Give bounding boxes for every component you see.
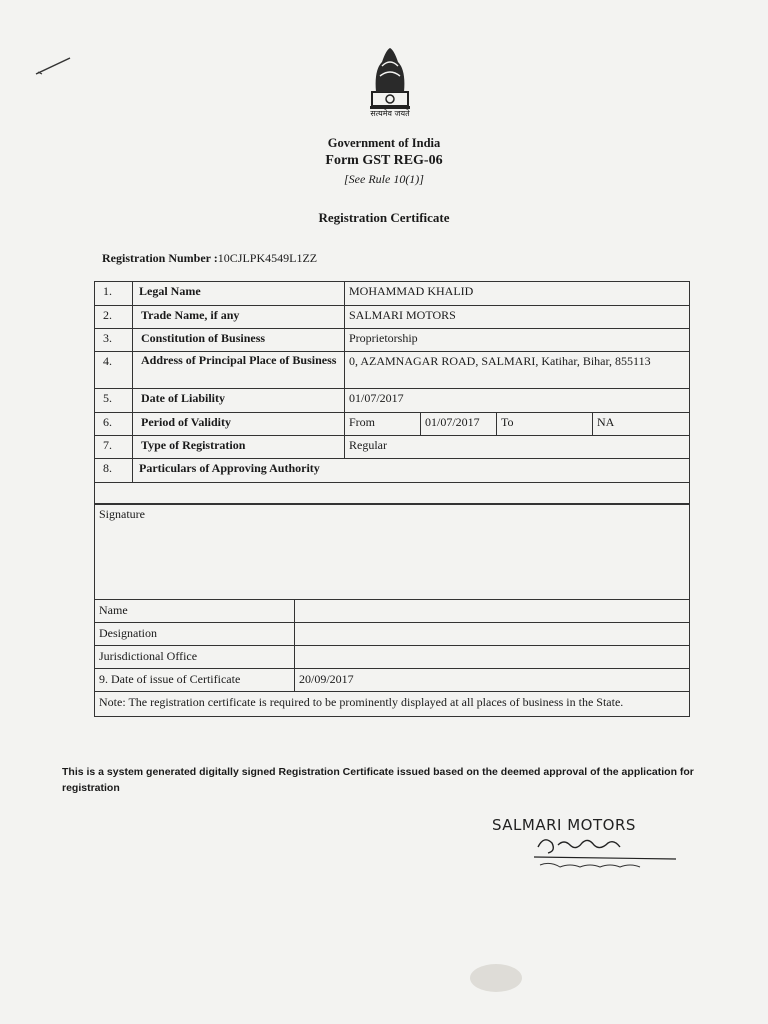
- form-name: Form GST REG-06: [325, 153, 443, 168]
- rule-reference: [See Rule 10(1)]: [344, 172, 424, 186]
- row-label: Address of Principal Place of Business: [133, 352, 345, 389]
- registration-number-value: 10CJLPK4549L1ZZ: [217, 251, 318, 265]
- constitution-value: Proprietorship: [345, 329, 690, 352]
- designation-label: Designation: [95, 623, 295, 646]
- row-number: 5.: [95, 389, 133, 413]
- row-number: 3.: [95, 329, 133, 352]
- row-label: Type of Registration: [133, 436, 345, 459]
- national-emblem-icon: [362, 40, 418, 112]
- jurisdictional-office-label: Jurisdictional Office: [95, 646, 295, 669]
- table-row: [95, 669, 690, 692]
- table-row: [95, 692, 690, 717]
- row-label: Legal Name: [133, 282, 345, 306]
- table-row: [95, 504, 690, 600]
- name-value: [295, 600, 690, 623]
- row-label: Date of Liability: [133, 389, 345, 413]
- table-row: [95, 436, 690, 459]
- row-label: Trade Name, if any: [133, 306, 345, 329]
- table-row: [95, 352, 690, 389]
- handwritten-signature-icon: [530, 833, 680, 873]
- row-number: 4.: [95, 352, 133, 389]
- registration-type-value: Regular: [345, 436, 690, 459]
- row-label: Period of Validity: [133, 413, 345, 436]
- jurisdictional-office-value: [295, 646, 690, 669]
- table-row: [95, 389, 690, 413]
- system-generated-note: This is a system generated digitally signed Registration Certificate issued based on the deemed approval of the application for registration: [62, 766, 694, 794]
- row-number: 7.: [95, 436, 133, 459]
- motto-text: सत्यमेव जयते: [370, 109, 410, 118]
- authority-table: [94, 503, 690, 717]
- legal-name-value: MOHAMMAD KHALID: [345, 282, 690, 306]
- designation-value: [295, 623, 690, 646]
- issue-date-label: 9. Date of issue of Certificate: [95, 669, 295, 692]
- row-number: 6.: [95, 413, 133, 436]
- row-label: Constitution of Business: [133, 329, 345, 352]
- registration-number: [102, 251, 317, 266]
- issue-date-value: 20/09/2017: [295, 669, 690, 692]
- signature-label: Signature: [95, 504, 690, 600]
- table-row: [95, 306, 690, 329]
- government-heading: Government of India: [327, 136, 441, 150]
- validity-from-value: 01/07/2017: [421, 413, 497, 436]
- address-value: 0, AZAMNAGAR ROAD, SALMARI, Katihar, Bihar, 855113: [345, 352, 690, 389]
- table-row: [95, 646, 690, 669]
- row-label: Particulars of Approving Authority: [133, 459, 690, 483]
- paper-stain-icon: [466, 958, 526, 998]
- registration-number-label: Registration Number :: [102, 251, 218, 265]
- validity-to-label: To: [497, 413, 593, 436]
- certificate-title: Registration Certificate: [318, 210, 450, 225]
- table-row: [95, 623, 690, 646]
- table-row: [95, 282, 690, 306]
- display-note: Note: The registration certificate is required to be prominently displayed at all places of business in the State.: [95, 692, 690, 717]
- row-number: 8.: [95, 459, 133, 483]
- liability-date-value: 01/07/2017: [345, 389, 690, 413]
- validity-to-value: NA: [593, 413, 690, 436]
- row-number: 1.: [95, 282, 133, 306]
- blank-row: [95, 483, 690, 505]
- table-row: [95, 329, 690, 352]
- details-table: [94, 281, 690, 505]
- table-row: [95, 600, 690, 623]
- name-label: Name: [95, 600, 295, 623]
- row-number: 2.: [95, 306, 133, 329]
- business-stamp: SALMARI MOTORS: [492, 816, 636, 834]
- validity-from-label: From: [345, 413, 421, 436]
- pin-mark-icon: [32, 54, 74, 78]
- trade-name-value: SALMARI MOTORS: [345, 306, 690, 329]
- table-row: [95, 413, 690, 436]
- table-row: [95, 459, 690, 483]
- table-row: [95, 483, 690, 505]
